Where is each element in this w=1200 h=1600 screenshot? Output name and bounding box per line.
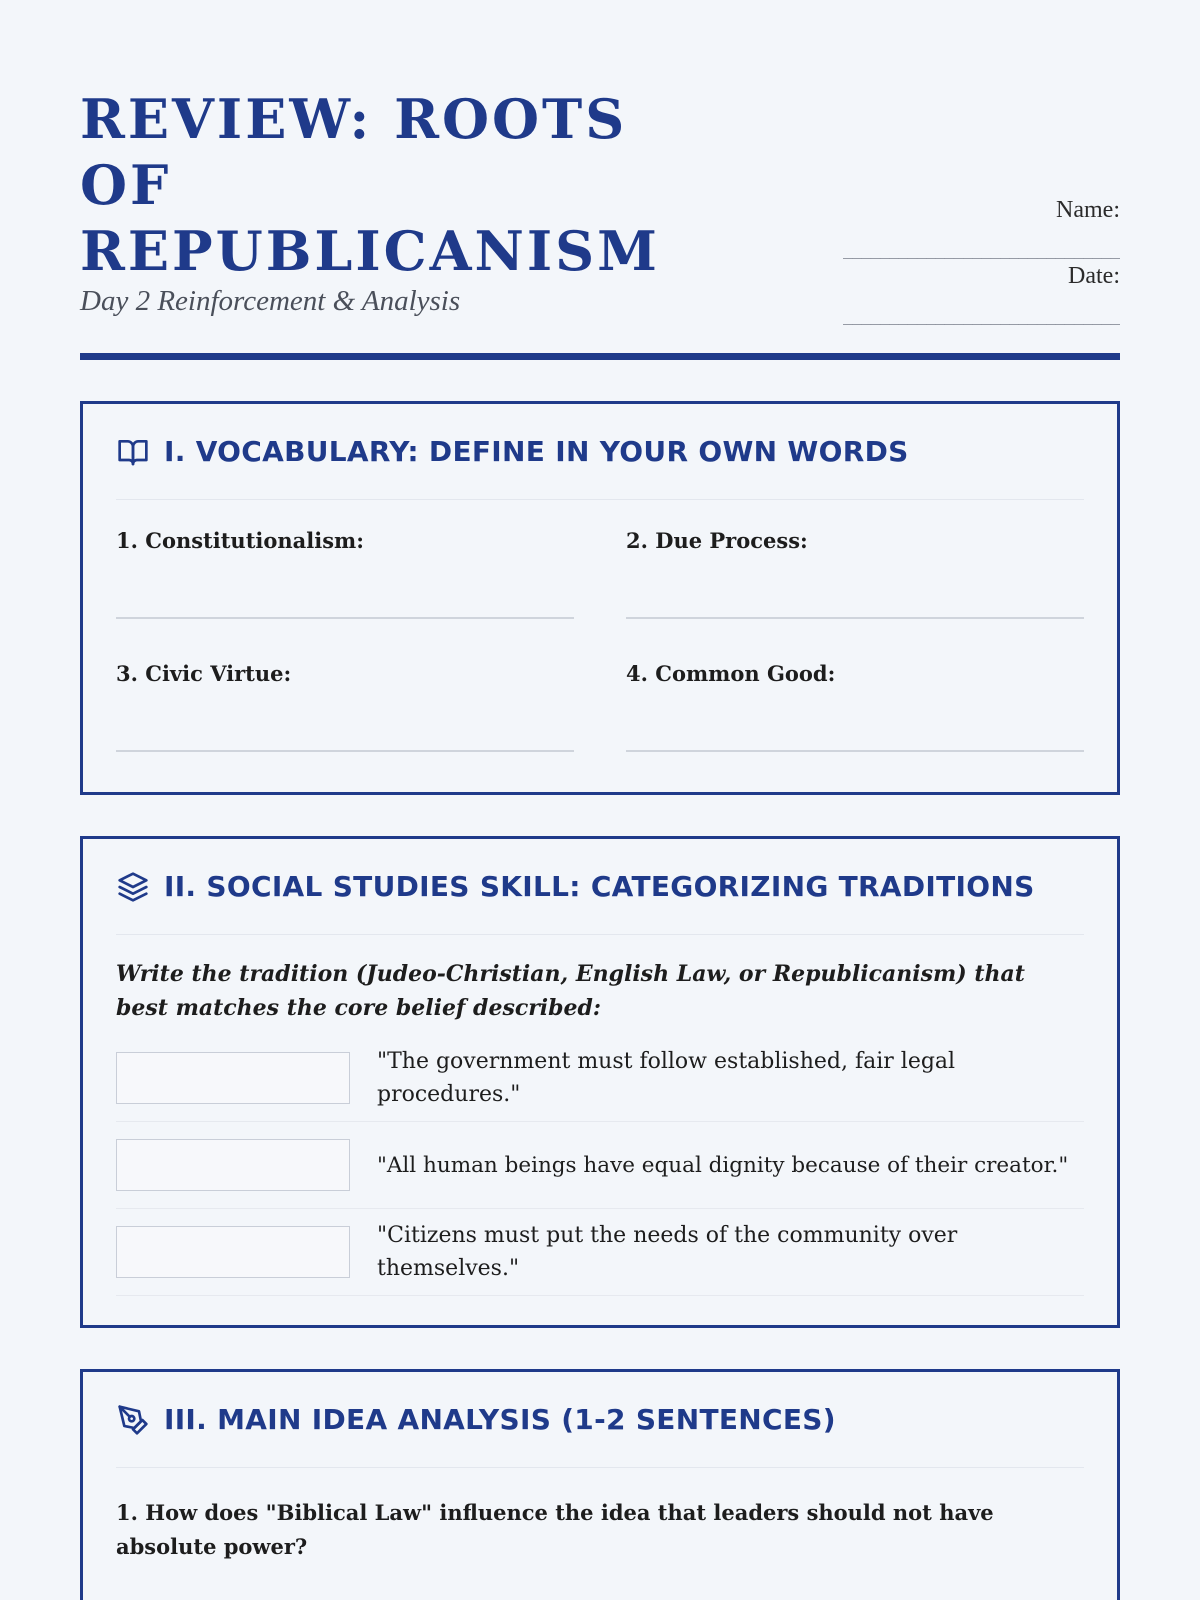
analysis-question: 1. How does "Biblical Law" influence the idea that leaders should not have absolute power? — [116, 1500, 994, 1559]
vocab-answer-line[interactable] — [626, 617, 1084, 619]
skill-instructions: Write the tradition (Judeo-Christian, English Law, or Republicanism) that best matches the core belief described: — [116, 961, 1025, 1021]
tradition-answer-box[interactable] — [116, 1052, 350, 1104]
belief-quote: "The government must follow established, fair legal procedures." — [377, 1049, 956, 1107]
skill-heading — [116, 839, 1084, 935]
date-label: Date: — [1068, 263, 1120, 289]
name-row — [678, 196, 1120, 262]
belief-quote: "Citizens must put the needs of the community over themselves." — [377, 1223, 958, 1281]
vocab-term-label: 1. Constitutionalism: — [116, 528, 365, 553]
vocab-answer-line[interactable] — [116, 750, 574, 752]
vocabulary-heading — [116, 404, 1084, 500]
tradition-answer-box[interactable] — [116, 1139, 350, 1191]
date-row — [678, 262, 1120, 328]
vocab-item — [626, 528, 1084, 661]
vocab-item — [626, 661, 1084, 794]
book-open-icon — [116, 435, 150, 469]
belief-quote: "All human beings have equal dignity because of their creator." — [377, 1152, 1069, 1178]
student-info — [678, 196, 1120, 328]
worksheet-subtitle: Day 2 Reinforcement & Analysis — [80, 285, 461, 317]
categorize-list — [116, 1025, 1084, 1296]
vocabulary-section — [80, 401, 1120, 795]
name-field-line[interactable]: ______________________________ — [843, 240, 1120, 259]
worksheet-header — [80, 0, 1120, 362]
analysis-title: III. MAIN IDEA ANALYSIS (1-2 SENTENCES) — [164, 1403, 836, 1436]
vocab-term-label: 2. Due Process: — [626, 528, 808, 553]
skill-section — [80, 836, 1120, 1328]
vocab-answer-line[interactable] — [116, 617, 574, 619]
skill-title: II. SOCIAL STUDIES SKILL: CATEGORIZING TRADITIONS — [164, 870, 1035, 903]
vocab-item — [116, 661, 574, 794]
vocab-item — [116, 528, 574, 661]
name-label: Name: — [1056, 197, 1120, 223]
vocab-term-label: 3. Civic Virtue: — [116, 661, 292, 686]
categorize-row — [116, 1035, 1084, 1122]
vocabulary-grid — [116, 500, 1084, 794]
vocab-answer-line[interactable] — [626, 750, 1084, 752]
analysis-section — [80, 1369, 1120, 1600]
pen-tool-icon — [116, 1403, 150, 1437]
categorize-row — [116, 1209, 1084, 1296]
tradition-answer-box[interactable] — [116, 1226, 350, 1278]
vocab-term-label: 4. Common Good: — [626, 661, 836, 686]
worksheet-title: REVIEW: ROOTS OF REPUBLICANISM — [80, 87, 660, 283]
date-field-line[interactable]: ______________________________ — [843, 306, 1120, 325]
vocabulary-title: I. VOCABULARY: DEFINE IN YOUR OWN WORDS — [164, 435, 909, 468]
layers-icon — [116, 870, 150, 904]
analysis-heading — [116, 1372, 1084, 1468]
header-divider — [80, 353, 1120, 360]
categorize-row — [116, 1122, 1084, 1209]
